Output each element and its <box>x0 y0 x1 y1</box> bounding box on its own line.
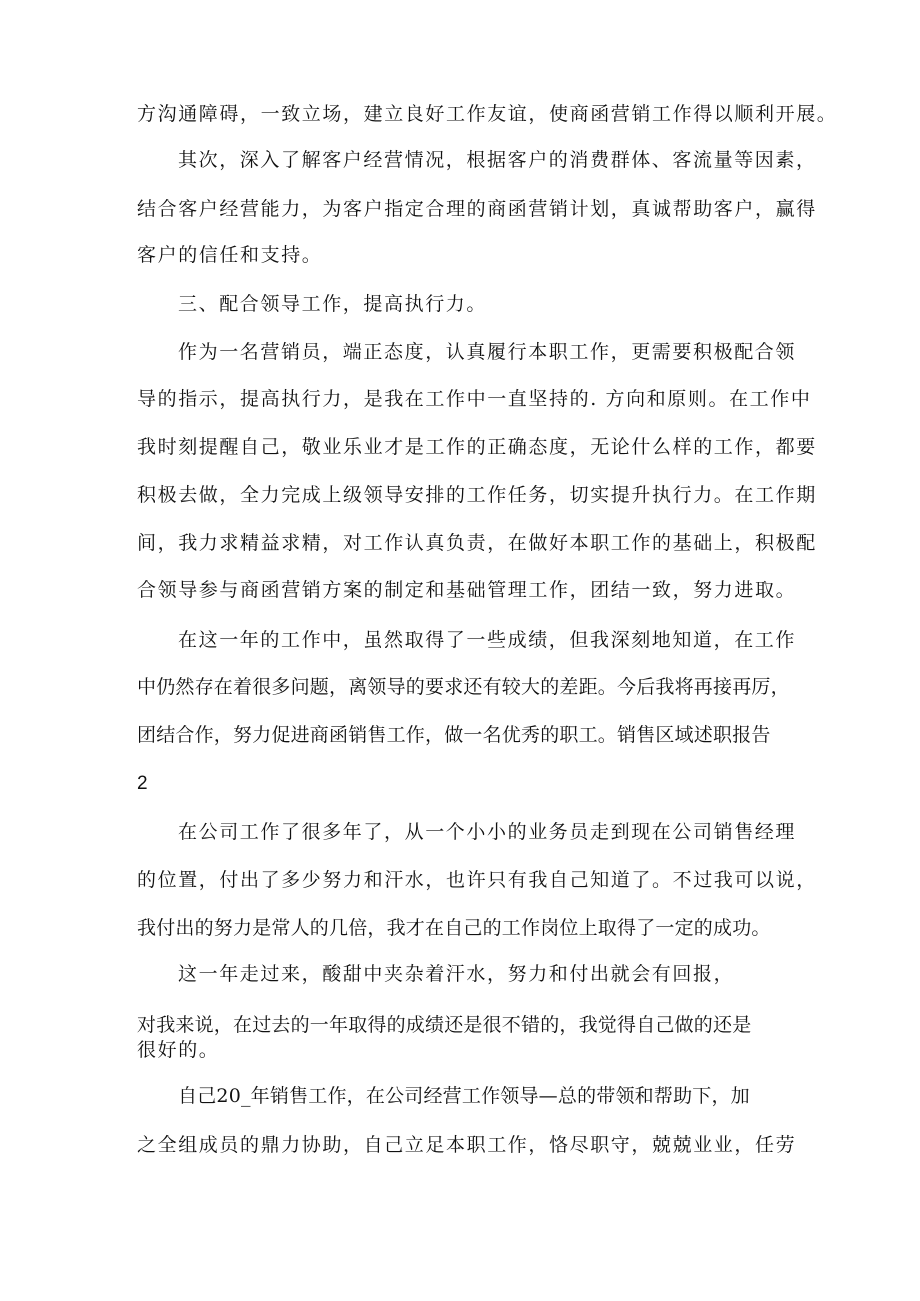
text-line: 在这一年的工作中，虽然取得了一些成绩，但我深刻地知道，在工作 <box>178 629 797 651</box>
text-line: 结合客户经营能力，为客户指定合理的商函营销计划，真诚帮助客户，赢得 <box>137 198 817 220</box>
section-heading: 三、配合领导工作，提高执行力。 <box>178 293 488 315</box>
text-line: 间，我力求精益求精，对工作认真负责，在做好本职工作的基础上，积极配 <box>137 532 817 554</box>
report-number: 2 <box>137 773 150 794</box>
text-line: 积极去做，全力完成上级领导安排的工作任务，切实提升执行力。在工作期 <box>137 484 817 506</box>
text-line: 其次，深入了解客户经营情况，根据客户的消费群体、客流量等因素， <box>178 149 817 171</box>
text-line: 对我来说，在过去的一年取得的成绩还是很不错的，我觉得自己做的还是 <box>137 1014 752 1036</box>
text-line: 导的指示，提高执行力，是我在工作中一直坚持的. 方向和原则。在工作中 <box>137 388 812 410</box>
text-line: 我付出的努力是常人的几倍，我才在自己的工作岗位上取得了一定的成功。 <box>137 917 771 939</box>
text-line: 中仍然存在着很多问题，离领导的要求还有较大的差距。今后我将再接再厉， <box>137 676 790 698</box>
text-line: 合领导参与商函营销方案的制定和基础管理工作，团结一致，努力进取。 <box>137 579 797 601</box>
text-line: 自己20_年销售工作，在公司经营工作领导—总的带领和帮助下，加 <box>178 1085 750 1107</box>
text-line: 之全组成员的鼎力协助，自己立足本职工作，恪尽职守，兢兢业业，任劳 <box>137 1134 797 1156</box>
text-line: 这一年走过来，酸甜中夹杂着汗水，努力和付出就会有回报， <box>178 963 735 985</box>
text-line: 我时刻提醒自己，敬业乐业才是工作的正确态度，无论什么样的工作，都要 <box>137 436 817 458</box>
text-line: 客户的信任和支持。 <box>137 244 323 266</box>
text-line: 很好的。 <box>137 1039 220 1061</box>
text-line: 方沟通障碍，一致立场，建立良好工作友谊，使商函营销工作得以顺利开展。 <box>137 103 838 125</box>
text-line: 团结合作，努力促进商函销售工作，做一名优秀的职工。销售区域述职报告 <box>137 724 771 746</box>
text-line: 在公司工作了很多年了，从一个小小的业务员走到现在公司销售经理 <box>178 821 797 843</box>
text-line: 的位置，付出了多少努力和汗水，也许只有我自己知道了。不过我可以说， <box>137 869 817 891</box>
text-line: 作为一名营销员，端正态度，认真履行本职工作，更需要积极配合领 <box>178 341 797 363</box>
